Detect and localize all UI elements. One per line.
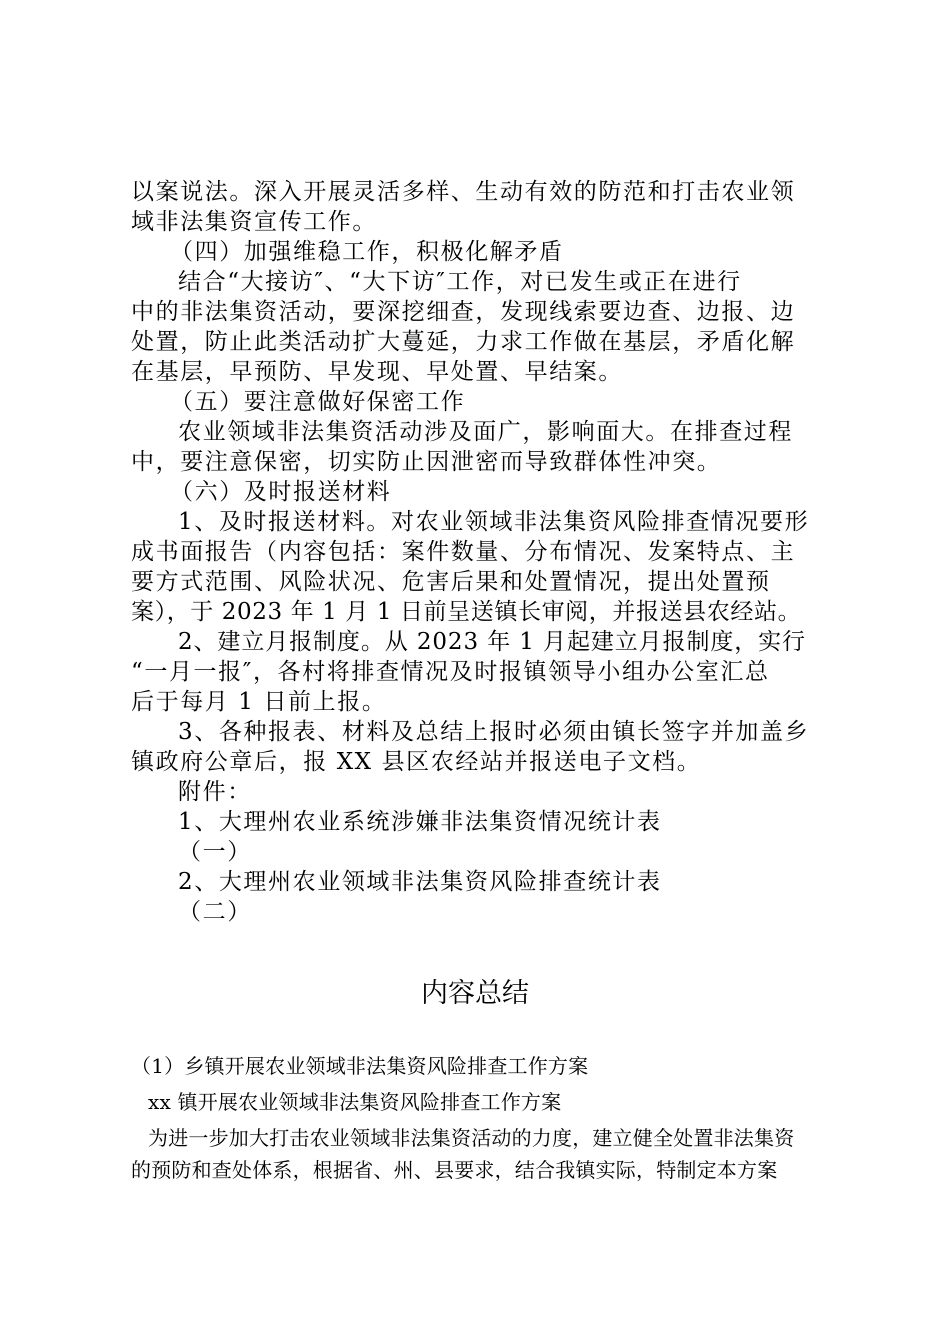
body-line-10: 中，要注意保密，切实防止因泄密而导致群体性冲突。 (131, 449, 722, 475)
summary-line-4: 的预防和查处体系，根据省、州、县要求，结合我镇实际，特制定本方案 (131, 1158, 778, 1182)
body-line-6: 处置，防止此类活动扩大蔓延，力求工作做在基层，矛盾化解 (131, 329, 796, 355)
body-line-4: 结合“大接访″、“大下访″工作，对已发生或正在进行 (178, 269, 742, 295)
attachment-2-suffix: （二） (178, 899, 252, 925)
section-heading-5: （五）要注意做好保密工作 (170, 389, 466, 415)
body-line-13: 成书面报告（内容包括：案件数量、分布情况、发案特点、主 (131, 539, 796, 565)
body-line-16: 2、建立月报制度。从 2023 年 1 月起建立月报制度，实行 (178, 629, 806, 655)
section-heading-4: （四）加强维稳工作，积极化解矛盾 (170, 239, 564, 265)
body-line-19: 3、各种报表、材料及总结上报时必须由镇长签字并加盖乡 (178, 719, 810, 745)
body-line-7: 在基层，早预防、早发现、早处置、早结案。 (131, 359, 623, 385)
summary-line-2: xx 镇开展农业领域非法集资风险排查工作方案 (148, 1090, 562, 1114)
summary-line-3: 为进一步加大打击农业领域非法集资活动的力度，建立健全处置非法集资 (148, 1126, 795, 1150)
body-line-15: 案），于 2023 年 1 月 1 日前呈送镇长审阅，并报送县农经站。 (131, 599, 802, 625)
body-line-9: 农业领域非法集资活动涉及面广，影响面大。在排查过程 (178, 419, 793, 445)
body-line-18: 后于每月 1 日前上报。 (131, 689, 387, 715)
attachment-1: 1、大理州农业系统涉嫌非法集资情况统计表 (178, 809, 662, 835)
body-line-14: 要方式范围、风险状况、危害后果和处置情况，提出处置预 (131, 569, 771, 595)
attachment-1-suffix: （一） (178, 839, 252, 865)
section-heading-6: （六）及时报送材料 (170, 479, 392, 505)
body-line-12: 1、及时报送材料。对农业领域非法集资风险排查情况要形 (178, 509, 810, 535)
attachment-2: 2、大理州农业领域非法集资风险排查统计表 (178, 869, 662, 895)
summary-line-1: （1）乡镇开展农业领域非法集资风险排查工作方案 (131, 1054, 589, 1078)
body-line-20: 镇政府公章后，报 XX 县区农经站并报送电子文档。 (131, 749, 702, 775)
summary-title: 内容总结 (421, 978, 529, 1009)
body-line-1: 以案说法。深入开展灵活多样、生动有效的防范和打击农业领 (131, 179, 796, 205)
body-line-2: 域非法集资宣传工作。 (131, 209, 377, 235)
body-line-17: “一月一报″，各村将排查情况及时报镇领导小组办公室汇总 (131, 659, 770, 685)
body-line-5: 中的非法集资活动，要深挖细查，发现线索要边查、边报、边 (131, 299, 796, 325)
attachments-label: 附件： (178, 779, 252, 805)
